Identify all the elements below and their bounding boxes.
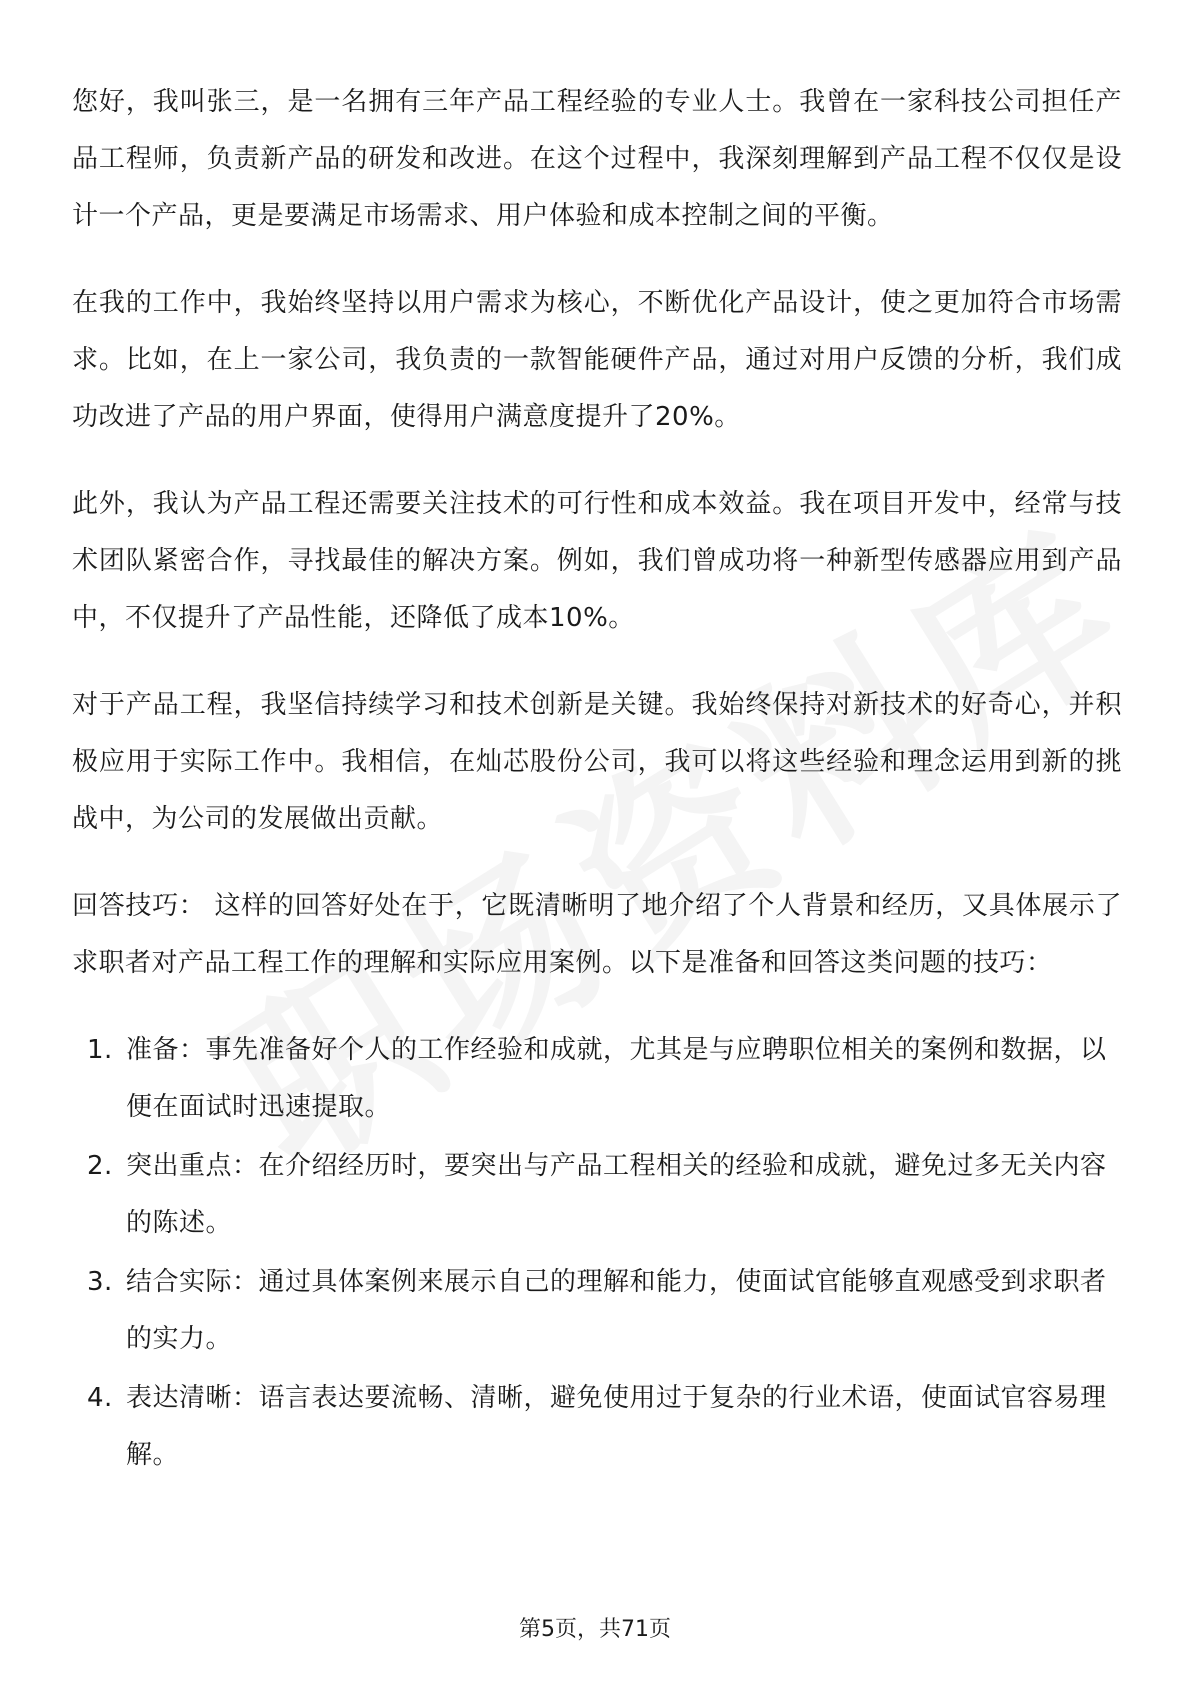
paragraph-intro: 您好，我叫张三，是一名拥有三年产品工程经验的专业人士。我曾在一家科技公司担任产品工程师，负责新产品的研发和改进。在这个过程中，我深刻理解到产品工程不仅仅是设计一个产品，更是要满足市场需求、用户体验和成本控制之间的平衡。 — [72, 87, 1122, 231]
paragraph-learning: 对于产品工程，我坚信持续学习和技术创新是关键。我始终保持对新技术的好奇心，并积极应用于实际工作中。我相信，在灿芯股份公司，我可以将这些经验和理念运用到新的挑战中，为公司的发展做出贡献。 — [72, 690, 1122, 834]
paragraph-cost-benefit: 此外，我认为产品工程还需要关注技术的可行性和成本效益。我在项目开发中，经常与技术团队紧密合作，寻找最佳的解决方案。例如，我们曾成功将一种新型传感器应用到产品中，不仅提升了产品性能，还降低了成本10%。 — [72, 489, 1122, 633]
list-item-text: 突出重点：在介绍经历时，要突出与产品工程相关的经验和成就，避免过多无关内容的陈述。 — [126, 1151, 1107, 1238]
list-item-text: 表达清晰：语言表达要流畅、清晰，避免使用过于复杂的行业术语，使面试官容易理解。 — [126, 1383, 1107, 1470]
list-item — [72, 1022, 1122, 1136]
paragraph-user-focus: 在我的工作中，我始终坚持以用户需求为核心，不断优化产品设计，使之更加符合市场需求。比如，在上一家公司，我负责的一款智能硬件产品，通过对用户反馈的分析，我们成功改进了产品的用户界面，使得用户满意度提升了20%。 — [72, 288, 1122, 432]
list-item — [72, 1370, 1122, 1484]
list-item-text: 结合实际：通过具体案例来展示自己的理解和能力，使面试官能够直观感受到求职者的实力。 — [126, 1267, 1107, 1354]
tips-list — [72, 1022, 1122, 1484]
list-item-number: 1. — [87, 1035, 113, 1065]
paragraph-answer-tips: 回答技巧： 这样的回答好处在于，它既清晰明了地介绍了个人背景和经历，又具体展示了求职者对产品工程工作的理解和实际应用案例。以下是准备和回答这类问题的技巧： — [72, 891, 1122, 978]
document-body — [72, 74, 1122, 1486]
list-item-number: 3. — [87, 1267, 113, 1297]
list-item-number: 4. — [87, 1383, 113, 1413]
list-item — [72, 1138, 1122, 1252]
list-item-text: 准备：事先准备好个人的工作经验和成就，尤其是与应聘职位相关的案例和数据，以便在面试时迅速提取。 — [126, 1035, 1107, 1122]
list-item — [72, 1254, 1122, 1368]
list-item-number: 2. — [87, 1151, 113, 1181]
page-number-footer: 第5页，共71页 — [519, 1617, 671, 1642]
